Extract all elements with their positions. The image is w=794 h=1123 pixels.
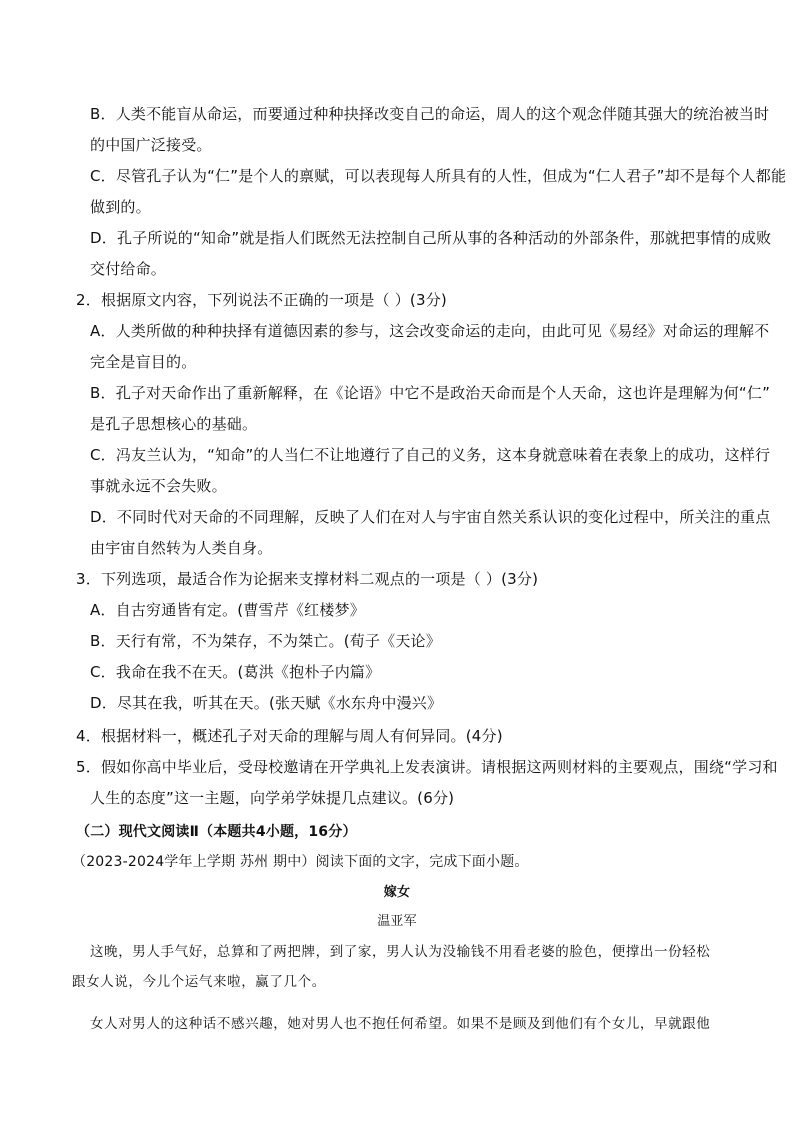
q1-option-c-line1: C．尽管孔子认为“仁”是个人的禀赋，可以表现每人所具有的人性，但成为“仁人君子”却不是每个人都能 [90,167,787,185]
q3-option-a: A．自古穷通皆有定。(曹雪芹《红楼梦》 [90,601,365,619]
q3-option-c: C．我命在我不在天。(葛洪《抱朴子内篇》 [90,663,381,681]
story-paragraph-1-line2: 跟女人说，今儿个运气来啦，赢了几个。 [72,974,326,990]
q2-option-b-line1: B．孔子对天命作出了重新解释，在《论语》中它不是政治天命而是个人天命，这也许是理解为何“仁” [90,384,771,402]
q1-option-b-line2: 的中国广泛接受。 [90,136,212,154]
q2-option-d-line2: 由宇宙自然转为人类自身。 [90,539,273,557]
question-4-stem: 4．根据材料一，概述孔子对天命的理解与周人有何异同。(4分) [76,727,503,745]
story-paragraph-2-line1: 女人对男人的这种话不感兴趣，她对男人也不抱任何希望。如果不是顾及到他们有个女儿，早就跟他 [90,1016,711,1032]
question-2-stem: 2．根据原文内容，下列说法不正确的一项是（ ）(3分) [76,291,447,309]
q1-option-d-line2: 交付给命。 [90,260,167,278]
q1-option-c-line2: 做到的。 [90,198,151,216]
q2-option-a-line2: 完全是盲目的。 [90,353,197,371]
q3-option-b: B．天行有常，不为桀存，不为桀亡。(荀子《天论》 [90,632,441,650]
q2-option-b-line2: 是孔子思想核心的基础。 [90,415,258,433]
q3-option-d: D．尽其在我，听其在天。(张天赋《水东舟中漫兴》 [90,694,443,712]
story-paragraph-1-line1: 这晚，男人手气好，总算和了两把牌，到了家，男人认为没输钱不用看老婆的脸色，便撑出一份轻松 [90,944,711,960]
story-author: 温亚军 [377,914,417,929]
q2-option-c-line1: C．冯友兰认为，“知命”的人当仁不让地遵行了自己的义务，这本身就意味着在表象上的成功，这样行 [90,446,771,464]
q1-option-b-line1: B．人类不能盲从命运，而要通过种种抉择改变自己的命运，周人的这个观念伴随其强大的统治被当时 [90,105,770,123]
question-3-stem: 3．下列选项，最适合作为论据来支撑材料二观点的一项是（ ）(3分) [76,570,539,588]
q2-option-d-line1: D．不同时代对天命的不同理解，反映了人们在对人与宇宙自然关系认识的变化过程中，所关注的重点 [90,508,771,526]
question-5-stem-line1: 5．假如你高中毕业后，受母校邀请在开学典礼上发表演讲。请根据这两则材料的主要观点，围绕“学习和 [76,758,778,776]
q2-option-a-line1: A．人类所做的种种抉择有道德因素的参与，这会改变命运的走向，由此可见《易经》对命运的理解不 [90,322,770,340]
question-5-stem-line2: 人生的态度”这一主题，向学弟学妹提几点建议。(6分) [90,789,455,807]
passage-source: （2023-2024学年上学期 苏州 期中）阅读下面的文字，完成下面小题。 [72,854,529,870]
story-title: 嫁女 [383,885,411,900]
q1-option-d-line1: D．孔子所说的“知命”就是指人们既然无法控制自己所从事的各种活动的外部条件，那就把事情的成败 [90,229,772,247]
q2-option-c-line2: 事就永远不会失败。 [90,477,227,495]
section-heading: （二）现代文阅读Ⅱ（本题共4小题，16分） [76,824,357,840]
